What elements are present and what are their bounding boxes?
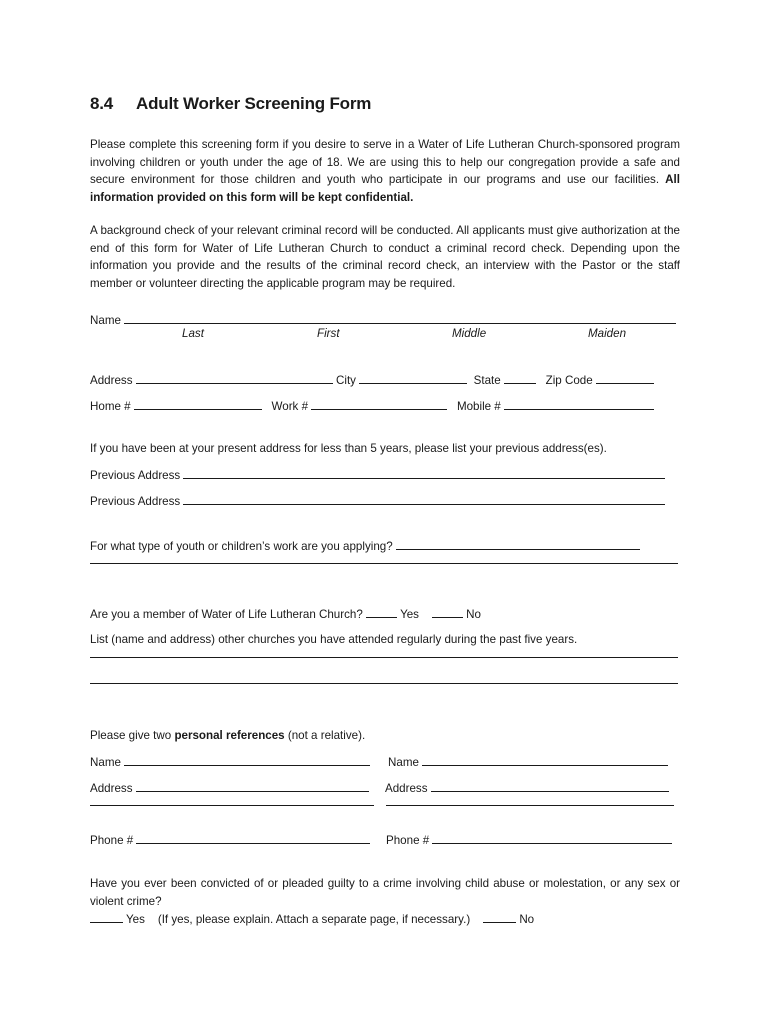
member-no-label: No bbox=[466, 608, 481, 621]
reference-1-name-field[interactable] bbox=[124, 753, 370, 766]
zip-field[interactable] bbox=[596, 371, 654, 384]
previous-address-field-1[interactable] bbox=[183, 466, 665, 479]
youth-work-field-line-2[interactable] bbox=[90, 563, 678, 564]
youth-work-question: For what type of youth or children’s work are you applying? bbox=[90, 540, 393, 553]
first-caption: First bbox=[317, 327, 340, 340]
member-no-field[interactable] bbox=[432, 605, 463, 618]
previous-address-row-1 bbox=[90, 466, 665, 483]
references-intro-pre: Please give two bbox=[90, 729, 175, 742]
work-phone-field[interactable] bbox=[311, 397, 447, 410]
conviction-yes-field[interactable] bbox=[90, 910, 123, 923]
reference-address-row bbox=[90, 779, 369, 796]
youth-work-row bbox=[90, 537, 640, 554]
previous-address-label: Previous Address bbox=[90, 495, 181, 508]
home-label: Home # bbox=[90, 400, 131, 413]
previous-address-field-2[interactable] bbox=[183, 492, 665, 505]
intro-text: Please complete this screening form if you desire to serve in a Water of Life Lutheran Church-sponsored program involving children or youth under the age of 18. We are using this to help our congregation provide a safe and secure environment for those children and youth who participate in our programs and use our facilities. bbox=[90, 138, 680, 186]
reference-1-phone-field[interactable] bbox=[136, 831, 370, 844]
references-intro bbox=[90, 727, 365, 744]
section-number: 8.4 bbox=[90, 94, 114, 113]
youth-work-field[interactable] bbox=[396, 537, 640, 550]
mobile-phone-field[interactable] bbox=[504, 397, 654, 410]
reference-1-address-field[interactable] bbox=[136, 779, 369, 792]
conviction-no-label: No bbox=[519, 913, 535, 926]
previous-address-label: Previous Address bbox=[90, 469, 181, 482]
name-label: Name bbox=[90, 314, 121, 327]
member-question: Are you a member of Water of Life Lutheran Church? bbox=[90, 608, 363, 621]
name-field[interactable] bbox=[124, 311, 676, 324]
reference-1-phone-label: Phone # bbox=[90, 834, 134, 847]
reference-2-name-field[interactable] bbox=[422, 753, 668, 766]
previous-address-question: If you have been at your present address for less than 5 years, please list your previous address(es). bbox=[90, 442, 607, 455]
member-yes-field[interactable] bbox=[366, 605, 397, 618]
work-label: Work # bbox=[271, 400, 309, 413]
section-title: Adult Worker Screening Form bbox=[136, 94, 372, 113]
maiden-caption: Maiden bbox=[588, 327, 627, 340]
home-phone-field[interactable] bbox=[134, 397, 262, 410]
confidential-notice: All information provided on this form will be kept confidential. bbox=[90, 173, 680, 204]
references-intro-post: (not a relative). bbox=[284, 729, 366, 742]
reference-2-name-label: Name bbox=[388, 756, 419, 769]
reference-2-phone-field[interactable] bbox=[432, 831, 672, 844]
reference-2-phone-row bbox=[386, 831, 672, 848]
address-label: Address bbox=[90, 374, 133, 387]
reference-2-phone-label: Phone # bbox=[386, 834, 430, 847]
middle-caption: Middle bbox=[452, 327, 487, 340]
zip-label: Zip Code bbox=[545, 374, 593, 387]
state-label: State bbox=[473, 374, 501, 387]
churches-question: List (name and address) other churches you have attended regularly during the past five years. bbox=[90, 633, 578, 646]
conviction-answer-row bbox=[90, 910, 534, 927]
reference-2-address-label: Address bbox=[385, 782, 428, 795]
city-label: City bbox=[336, 374, 356, 387]
previous-address-row-2 bbox=[90, 492, 665, 509]
address-field[interactable] bbox=[136, 371, 333, 384]
member-row bbox=[90, 605, 481, 622]
conviction-question: Have you ever been convicted of or pleaded guilty to a crime involving child abuse or molestation, or any sex or violent crime? bbox=[90, 877, 680, 908]
churches-field-1[interactable] bbox=[90, 657, 678, 658]
references-intro-bold: personal references bbox=[174, 729, 285, 742]
address-row bbox=[90, 371, 654, 388]
reference-1-address-label: Address bbox=[90, 782, 133, 795]
reference-name-row bbox=[90, 753, 370, 770]
phone-row bbox=[90, 397, 654, 414]
name-row bbox=[90, 311, 676, 328]
reference-2-address-line-2[interactable] bbox=[386, 805, 674, 806]
member-yes-label: Yes bbox=[400, 608, 419, 621]
reference-2-name-row bbox=[388, 753, 668, 770]
reference-1-address-line-2[interactable] bbox=[90, 805, 374, 806]
reference-phone-row bbox=[90, 831, 370, 848]
conviction-explain: (If yes, please explain. Attach a separate page, if necessary.) bbox=[157, 913, 471, 926]
conviction-yes-label: Yes bbox=[126, 913, 145, 926]
churches-field-2[interactable] bbox=[90, 683, 678, 684]
form-title bbox=[90, 94, 371, 114]
intro-paragraph bbox=[90, 136, 680, 206]
city-field[interactable] bbox=[359, 371, 467, 384]
mobile-label: Mobile # bbox=[456, 400, 501, 413]
background-paragraph: A background check of your relevant criminal record will be conducted. All applicants must give authorization at the end of this form for Water of Life Lutheran Church to conduct a criminal record check. Depending upon the information you provide and the results of the criminal record check, an interview with the Pastor or the staff member or volunteer directing the applicable program may be required. bbox=[90, 224, 680, 290]
conviction-no-field[interactable] bbox=[483, 910, 516, 923]
reference-1-name-label: Name bbox=[90, 756, 121, 769]
state-field[interactable] bbox=[504, 371, 536, 384]
reference-2-address-field[interactable] bbox=[431, 779, 669, 792]
last-caption: Last bbox=[182, 327, 204, 340]
reference-2-address-row bbox=[385, 779, 669, 796]
